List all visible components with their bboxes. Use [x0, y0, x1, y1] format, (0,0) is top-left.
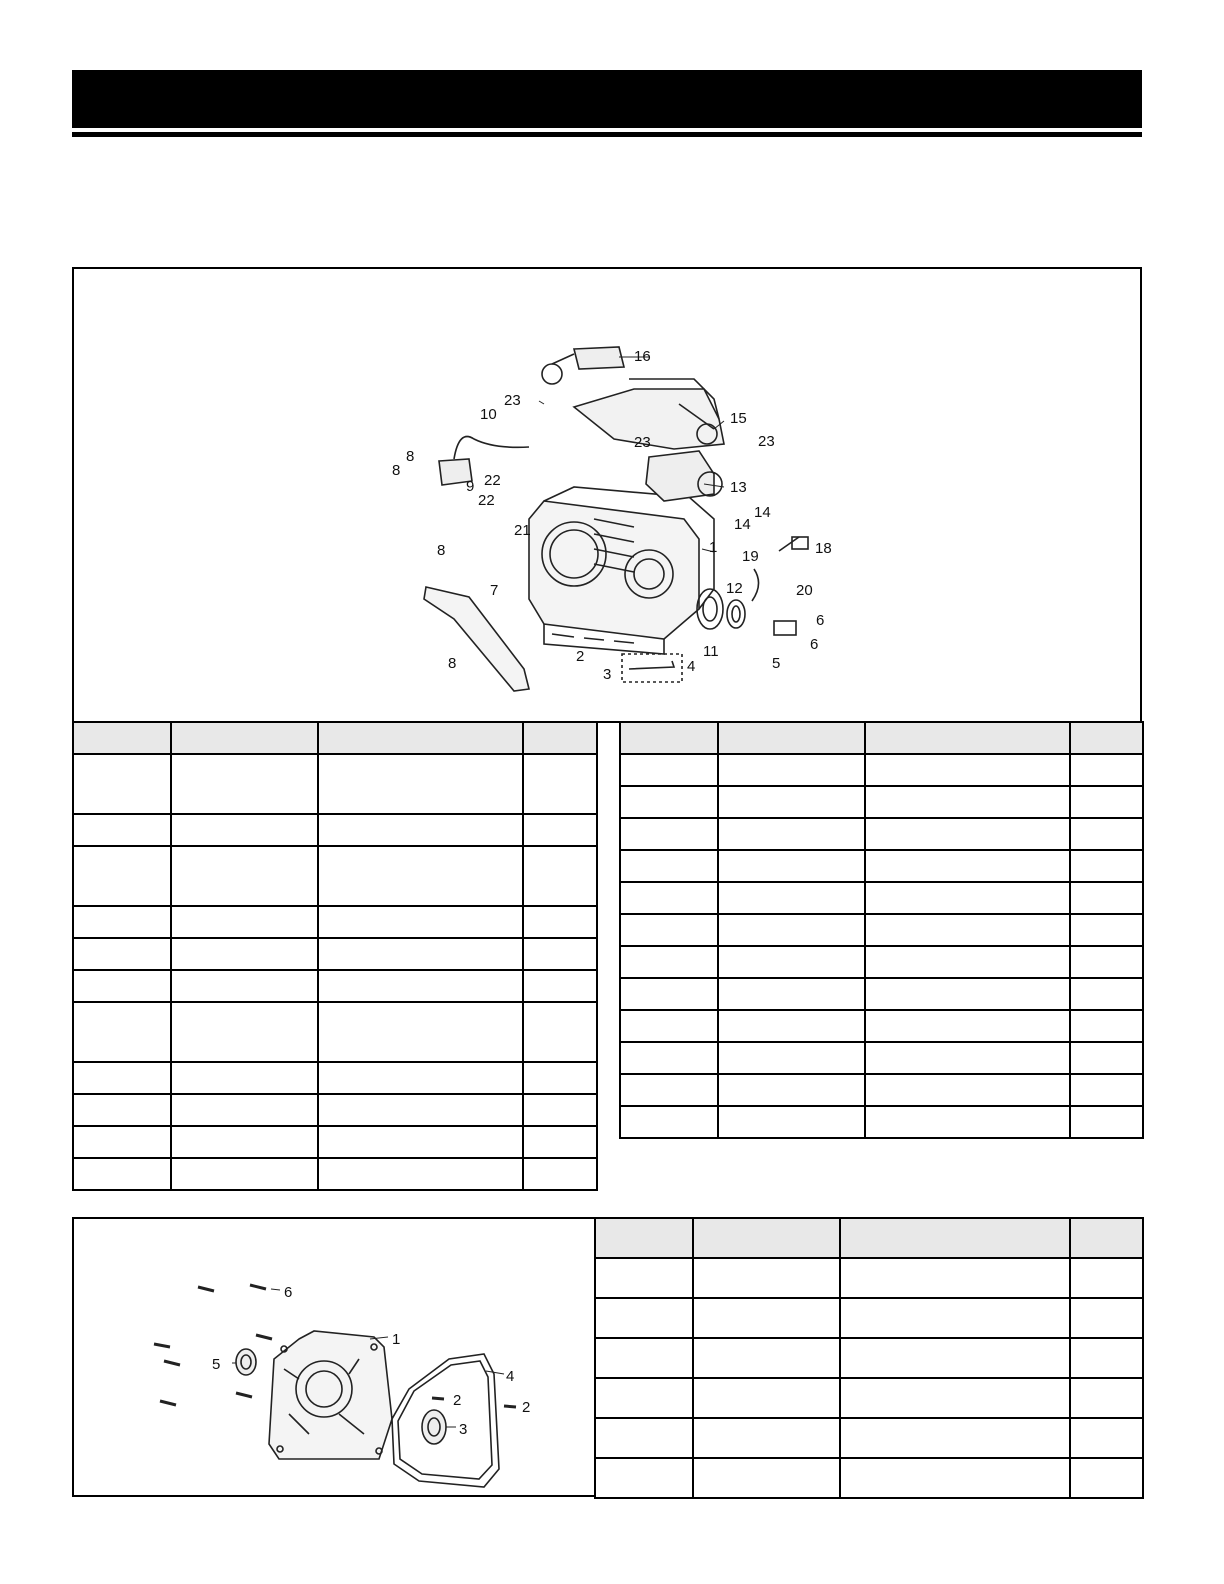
table-row: [73, 814, 597, 846]
table-row: [620, 978, 1143, 1010]
callout: 4: [687, 658, 696, 675]
table-row: [595, 1298, 1143, 1338]
callout: 2: [576, 648, 585, 665]
table-row: [620, 754, 1143, 786]
table-row: [73, 1126, 597, 1158]
parts-table-a: [72, 721, 598, 1191]
table-row: [620, 818, 1143, 850]
callout: 10: [480, 406, 497, 423]
table-row: [73, 970, 597, 1002]
table-row: [73, 1002, 597, 1062]
callout: 14: [754, 504, 771, 521]
callout: 13: [730, 479, 747, 496]
table-row: [620, 914, 1143, 946]
callout: 6: [810, 636, 819, 653]
engine-exploded-diagram: [74, 269, 1140, 721]
callout: 8: [437, 542, 446, 559]
page-header-bar: [72, 70, 1142, 128]
callout: 11: [703, 643, 719, 660]
callout: 18: [815, 540, 832, 557]
callout: 16: [634, 348, 651, 365]
table-row: [595, 1338, 1143, 1378]
callout: 21: [514, 522, 531, 539]
table-row: [73, 846, 597, 906]
table-row: [620, 1074, 1143, 1106]
callout: 1: [709, 539, 718, 556]
callout: 8: [392, 462, 401, 479]
callout: 22: [484, 472, 501, 489]
table-row: [595, 1458, 1143, 1498]
table-row: [595, 1258, 1143, 1298]
callout: 8: [448, 655, 457, 672]
engine-diagram-box: [72, 267, 1142, 723]
table-row: [620, 946, 1143, 978]
table-row: [73, 1158, 597, 1190]
callout: 19: [742, 548, 759, 565]
callout: 15: [730, 410, 747, 427]
callout: 14: [734, 516, 751, 533]
parts-table-b: [619, 721, 1144, 1139]
callout: 23: [504, 392, 521, 409]
callout: 1: [392, 1331, 401, 1348]
callout: 23: [634, 434, 651, 451]
parts-table-c: [594, 1217, 1144, 1499]
table-row: [595, 1418, 1143, 1458]
callout: 20: [796, 582, 813, 599]
callout: 7: [490, 582, 499, 599]
callout: 2: [453, 1392, 462, 1409]
callout: 22: [478, 492, 495, 509]
cover-diagram-box: [72, 1217, 596, 1497]
table-row: [620, 1010, 1143, 1042]
table-row: [620, 786, 1143, 818]
callout: 5: [772, 655, 781, 672]
callout: 3: [603, 666, 612, 683]
table-row: [73, 1094, 597, 1126]
table-row: [73, 754, 597, 814]
callout: 23: [758, 433, 775, 450]
table-row: [73, 938, 597, 970]
callout: 4: [506, 1368, 515, 1385]
callout: 2: [522, 1399, 531, 1416]
table-row: [73, 906, 597, 938]
table-row: [620, 882, 1143, 914]
table-header-row: [595, 1218, 1143, 1258]
callout: 3: [459, 1421, 468, 1438]
table-row: [595, 1378, 1143, 1418]
table-row: [620, 1042, 1143, 1074]
table-row: [73, 1062, 597, 1094]
callout: 6: [284, 1284, 293, 1301]
callout: 9: [466, 478, 475, 495]
table-row: [620, 850, 1143, 882]
table-header-row: [73, 722, 597, 754]
crankcase-cover-diagram: [74, 1219, 594, 1495]
callout: 5: [212, 1356, 221, 1373]
callout: 12: [726, 580, 743, 597]
header-rule: [72, 132, 1142, 137]
table-header-row: [620, 722, 1143, 754]
table-row: [620, 1106, 1143, 1138]
callout: 6: [816, 612, 825, 629]
callout: 8: [406, 448, 415, 465]
